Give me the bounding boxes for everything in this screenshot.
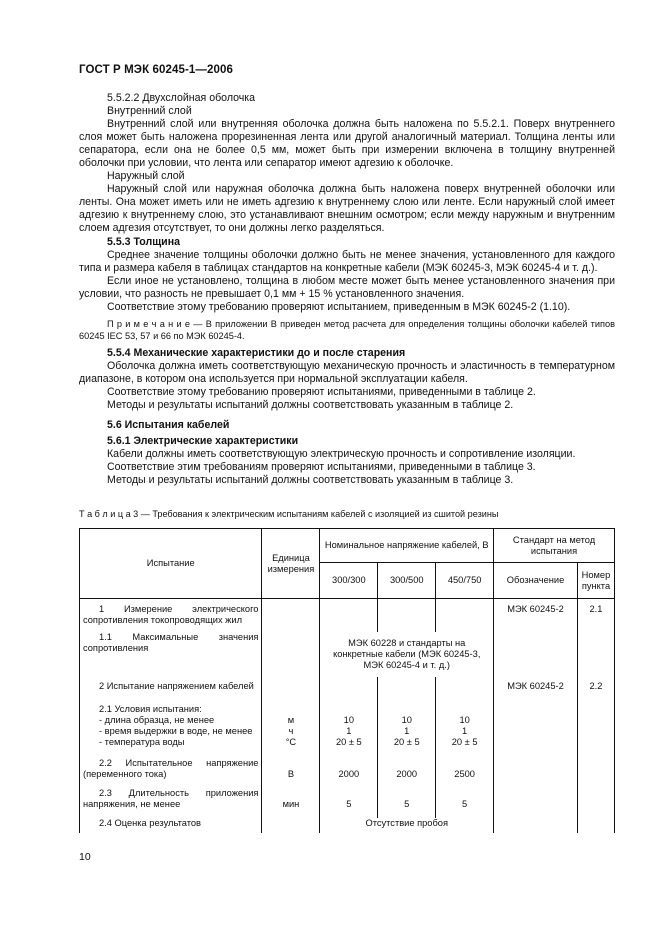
thickness-paragraph-1: Среднее значение толщины оболочки должно быть не менее значения, установленного для каждого типа и размера кабеля в таблицах стандартов на конкретные кабели (МЭК 60245-3, МЭК 60245-4 и т. д.). [79, 248, 615, 274]
cell-value: 20 ± 5 [393, 737, 420, 747]
row1-standard: МЭК 60245-2 [494, 599, 578, 633]
electrical-paragraph-3: Методы и результаты испытаний должны соответствовать указанным в таблице 3. [107, 474, 514, 487]
table-row [80, 677, 615, 704]
header-standard: Стандарт на метод испытания [494, 529, 615, 563]
table-row [80, 599, 615, 633]
header-designation: Обозначение [494, 563, 578, 599]
unit-value: ч [288, 726, 294, 736]
cell-value: 10 [459, 715, 470, 725]
unit-value: м [287, 715, 295, 725]
row2-2-unit: В [262, 758, 320, 788]
row2-1-line: - время выдержки в воде, не менее [99, 726, 253, 736]
row2-clause: 2.2 [577, 677, 614, 704]
section-5-5-4-heading: 5.5.4 Механические характеристики до и после старения [107, 346, 406, 359]
table-row [80, 788, 615, 818]
inner-layer-paragraph: Внутренний слой или внутренняя оболочка должна быть наложена по 5.5.2.1. Поверх внутреннего слоя может быть наложена прорезиненная лента или другой аналогичный материал. Толщина ленты или сепаратора, если она не более 0,5 мм, может быть при измерении включена в толщину внутренней оболочки при условии, что лента или сепаратор имеют адгезию к оболочке. [79, 118, 615, 170]
thickness-paragraph-3: Соответствие этому требованию проверяют испытанием, приведенным в МЭК 60245-2 (1.10). [107, 300, 571, 313]
table-row [80, 632, 615, 677]
row2-test: 2 Испытание напряжением кабелей [80, 677, 262, 704]
cell-value: 20 ± 5 [335, 737, 362, 747]
outer-layer-paragraph: Наружный слой или наружная оболочка должна быть наложена поверх внутренней оболочки или ленты. Она может иметь или не иметь адгезию к внутреннему слою или ленте. Если наружный слой имеет адгезию к внутреннему слою, это устанавливают внешним осмотром; если между наружным и внутренним слоем адгезия отсутствует, то они должны легко разделяться. [79, 183, 615, 235]
row1-clause: 2.1 [577, 599, 614, 633]
row2-4-merged-value: Отсутствие пробоя [320, 818, 494, 833]
header-unit: Единица измерения [262, 529, 320, 599]
page-number: 10 [79, 851, 91, 863]
row2-2-test: 2.2 Испытательное напряжение (переменного тока) [80, 758, 262, 788]
header-300-300: 300/300 [320, 563, 378, 599]
mechanical-paragraph-2: Соответствие этому требованию проверяют испытаниями, приведенными в таблице 2. [107, 385, 536, 398]
outer-layer-title: Наружный слой [107, 170, 185, 183]
section-5-6-heading: 5.6 Испытания кабелей [107, 418, 230, 431]
row1-1-test: 1.1 Максимальные значения сопротивления [80, 632, 262, 677]
row2-standard: МЭК 60245-2 [494, 677, 578, 704]
row2-1-line: - длина образца, не менее [99, 715, 215, 725]
table-caption: Т а б л и ц а 3 — Требования к электрическим испытаниям кабелей с изоляцией из сшитой резины [79, 509, 499, 519]
mechanical-paragraph-1: Оболочка должна иметь соответствующую механическую прочность и эластичность в температурном диапазоне, в котором она используется при нормальной эксплуатации кабеля. [79, 359, 615, 385]
document-body [79, 92, 615, 487]
header-test: Испытание [80, 529, 262, 599]
header-clause: Номер пункта [577, 563, 614, 599]
row2-3-v3: 5 [436, 788, 494, 818]
section-5-5-2-2-heading: 5.5.2.2 Двухслойная оболочка [107, 92, 256, 104]
unit-value: °С [285, 737, 297, 747]
cell-value: 1 [462, 726, 468, 736]
row2-1-title: 2.1 Условия испытания: [99, 704, 202, 714]
header-450-750: 450/750 [436, 563, 494, 599]
section-5-6-1-heading: 5.6.1 Электрические характеристики [107, 434, 299, 447]
table-row [80, 758, 615, 788]
row1-1-merged-value: МЭК 60228 и стандарты на конкретные кабели (МЭК 60245-3, МЭК 60245-4 и т. д.) [320, 632, 494, 677]
cell-value: 10 [401, 715, 412, 725]
row2-3-unit: мин [262, 788, 320, 818]
section-5-5-3-heading: 5.5.3 Толщина [107, 235, 180, 248]
header-voltage: Номинальное напряжение кабелей, В [320, 529, 494, 563]
note [79, 318, 615, 343]
row2-2-v2: 2000 [378, 758, 436, 788]
cell-value: 10 [343, 715, 355, 725]
cell-value: 1 [346, 726, 352, 736]
table-3 [79, 528, 615, 833]
row2-3-test: 2.3 Длительность приложения напряжения, не менее [80, 788, 262, 818]
cell-value: 20 ± 5 [451, 737, 478, 747]
header-300-500: 300/500 [378, 563, 436, 599]
row2-2-v1: 2000 [320, 758, 378, 788]
electrical-paragraph-1: Кабели должны иметь соответствующую электрическую прочность и сопротивление изоляции. [107, 447, 576, 460]
row2-1-line: - температура воды [99, 737, 185, 747]
note-label: П р и м е ч а н и е [107, 318, 191, 329]
table-row [80, 818, 615, 833]
row2-3-v2: 5 [378, 788, 436, 818]
note-text: — В приложении В приведен метод расчета для определения толщины оболочки кабелей типов 60245 IEC 53, 57 и 66 по МЭК 60245-4. [79, 318, 615, 342]
table-row [80, 704, 615, 758]
electrical-paragraph-2: Соответствие этим требованиям проверяют испытаниями, приведенными в таблице 3. [107, 460, 536, 473]
cell-value: 1 [404, 726, 410, 736]
row2-4-test: 2.4 Оценка результатов [80, 818, 262, 833]
inner-layer-title: Внутренний слой [107, 105, 192, 118]
document-header: ГОСТ Р МЭК 60245-1—2006 [79, 64, 233, 76]
row1-test: 1 Измерение электрического сопротивления токопроводящих жил [80, 599, 262, 633]
thickness-paragraph-2: Если иное не установлено, толщина в любом месте может быть менее установленного значения при условии, что разность не превышает 0,1 мм + 15 % установленного значения. [79, 274, 615, 300]
row2-2-v3: 2500 [436, 758, 494, 788]
row2-3-v1: 5 [320, 788, 378, 818]
mechanical-paragraph-3: Методы и результаты испытаний должны соответствовать указанным в таблице 2. [107, 398, 514, 411]
